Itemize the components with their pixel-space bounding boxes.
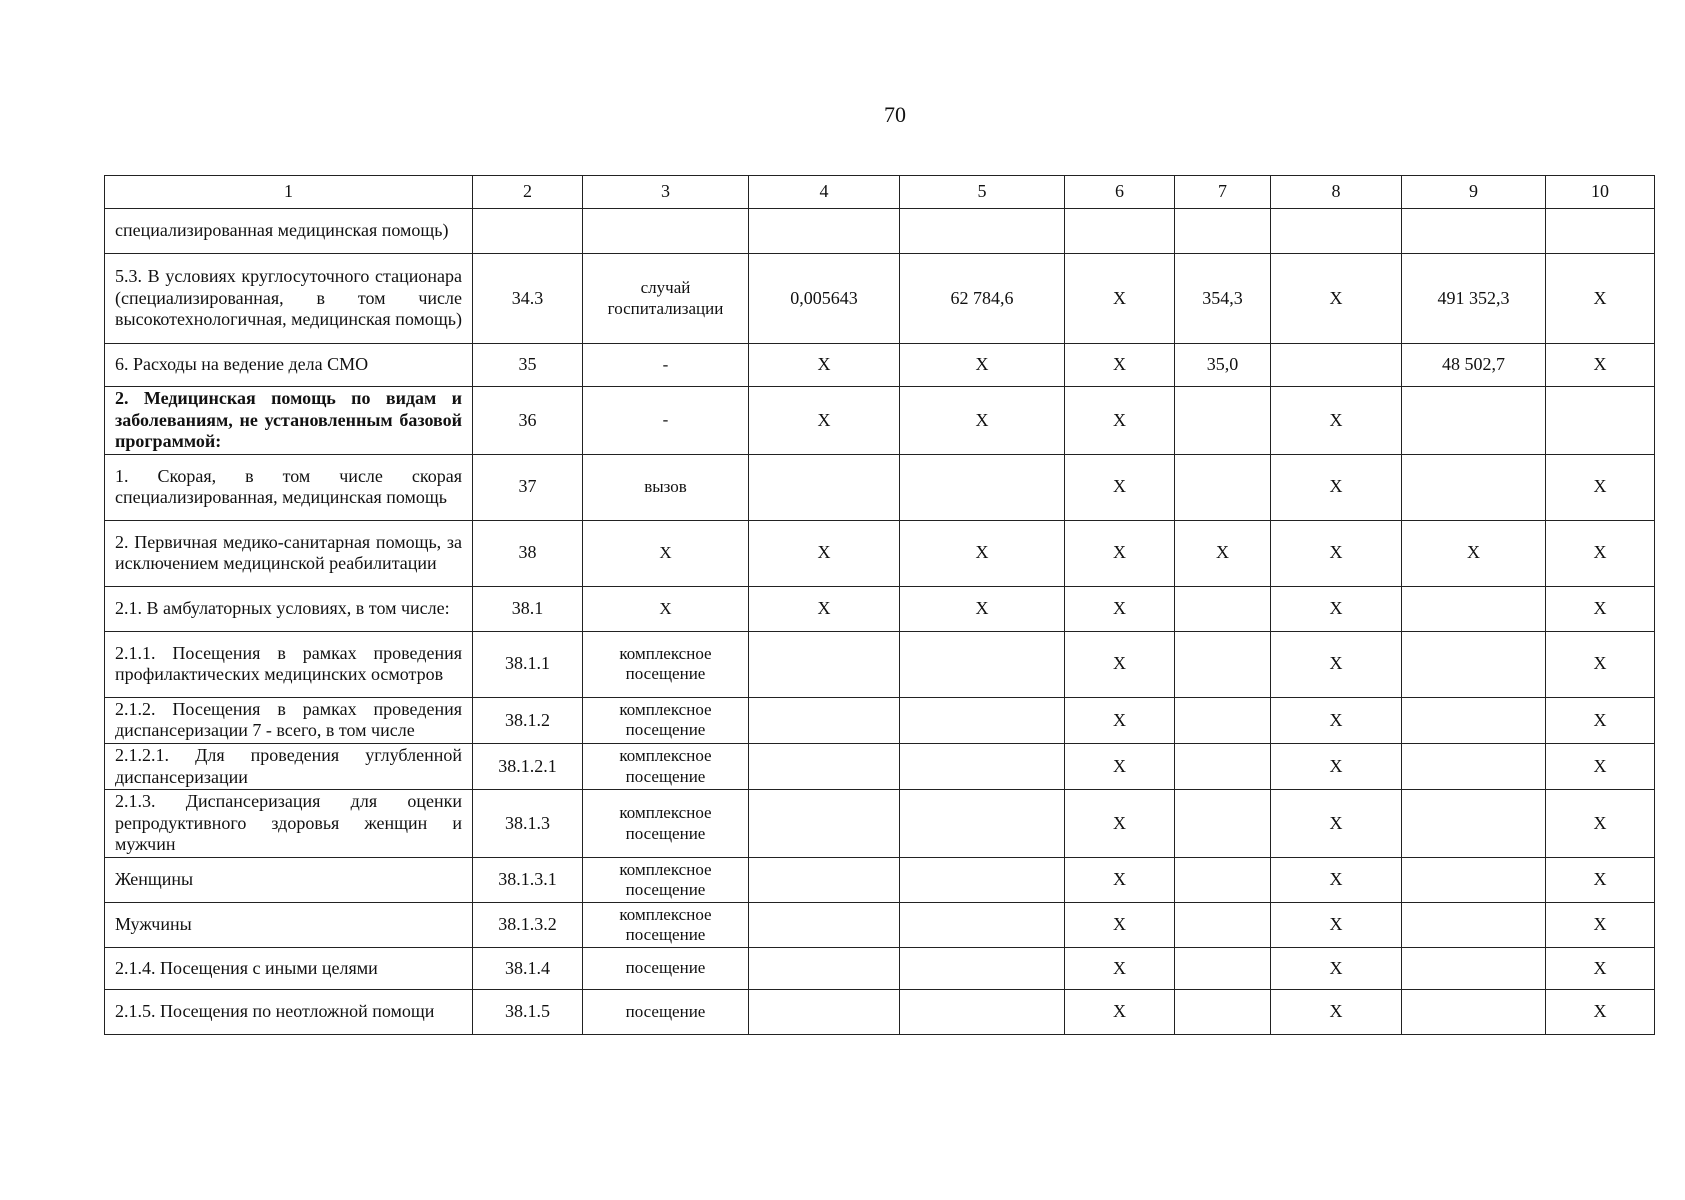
row-value-cell bbox=[1402, 743, 1546, 789]
row-value-cell bbox=[900, 857, 1065, 902]
row-unit-cell: вызов bbox=[583, 454, 749, 520]
table-row bbox=[105, 209, 1655, 254]
row-value-cell: X bbox=[1065, 387, 1175, 455]
row-code-cell: 36 bbox=[473, 387, 583, 455]
row-value-cell bbox=[900, 790, 1065, 858]
row-value-cell: X bbox=[1546, 857, 1655, 902]
row-value-cell: X bbox=[1271, 454, 1402, 520]
row-value-cell: X bbox=[749, 520, 900, 586]
table-row bbox=[105, 790, 1655, 858]
row-value-cell bbox=[1175, 387, 1271, 455]
row-value-cell bbox=[1402, 387, 1546, 455]
row-value-cell: X bbox=[1065, 902, 1175, 947]
row-unit-cell: - bbox=[583, 344, 749, 387]
row-value-cell bbox=[1271, 209, 1402, 254]
header-cell: 9 bbox=[1402, 176, 1546, 209]
row-code-cell: 38.1.3.1 bbox=[473, 857, 583, 902]
row-unit-cell: посещение bbox=[583, 989, 749, 1034]
row-value-cell bbox=[749, 857, 900, 902]
header-cell: 2 bbox=[473, 176, 583, 209]
row-code-cell: 34.3 bbox=[473, 254, 583, 344]
row-code-cell: 38.1.4 bbox=[473, 947, 583, 989]
table-row bbox=[105, 697, 1655, 743]
row-value-cell bbox=[1402, 989, 1546, 1034]
row-value-cell: X bbox=[1065, 743, 1175, 789]
row-value-cell bbox=[1402, 631, 1546, 697]
row-value-cell: X bbox=[1065, 989, 1175, 1034]
row-value-cell: X bbox=[749, 586, 900, 631]
row-value-cell bbox=[749, 790, 900, 858]
row-value-cell: X bbox=[1065, 254, 1175, 344]
table-row bbox=[105, 631, 1655, 697]
row-value-cell: X bbox=[1271, 520, 1402, 586]
table-row bbox=[105, 454, 1655, 520]
row-code-cell bbox=[473, 209, 583, 254]
header-cell: 5 bbox=[900, 176, 1065, 209]
row-value-cell bbox=[900, 743, 1065, 789]
row-value-cell bbox=[749, 631, 900, 697]
header-cell: 8 bbox=[1271, 176, 1402, 209]
row-value-cell bbox=[1175, 586, 1271, 631]
row-value-cell bbox=[1175, 209, 1271, 254]
row-value-cell bbox=[1175, 989, 1271, 1034]
header-cell: 3 bbox=[583, 176, 749, 209]
row-value-cell bbox=[1546, 209, 1655, 254]
row-value-cell bbox=[1175, 743, 1271, 789]
row-value-cell bbox=[1065, 209, 1175, 254]
row-name-cell: 2.1. В амбулаторных условиях, в том числе: bbox=[105, 586, 473, 631]
row-value-cell bbox=[1175, 947, 1271, 989]
row-value-cell bbox=[1402, 586, 1546, 631]
row-code-cell: 35 bbox=[473, 344, 583, 387]
table-row bbox=[105, 902, 1655, 947]
row-unit-cell: комплексное посещение bbox=[583, 631, 749, 697]
row-value-cell bbox=[1271, 344, 1402, 387]
row-value-cell bbox=[1175, 631, 1271, 697]
row-value-cell bbox=[900, 454, 1065, 520]
table-row bbox=[105, 520, 1655, 586]
row-value-cell: X bbox=[1546, 586, 1655, 631]
row-value-cell bbox=[1175, 857, 1271, 902]
row-value-cell: 62 784,6 bbox=[900, 254, 1065, 344]
row-value-cell: X bbox=[1065, 454, 1175, 520]
row-value-cell bbox=[900, 631, 1065, 697]
row-value-cell bbox=[749, 697, 900, 743]
row-value-cell bbox=[1402, 454, 1546, 520]
row-name-cell: специализированная медицинская помощь) bbox=[105, 209, 473, 254]
row-value-cell bbox=[1546, 387, 1655, 455]
row-value-cell bbox=[1402, 697, 1546, 743]
row-name-cell: 5.3. В условиях круглосуточного стационара (специализированная, в том числе высокотехнологичная, медицинская помощь) bbox=[105, 254, 473, 344]
row-value-cell bbox=[749, 454, 900, 520]
row-value-cell: X bbox=[1065, 586, 1175, 631]
row-unit-cell: комплексное посещение bbox=[583, 902, 749, 947]
row-value-cell bbox=[900, 989, 1065, 1034]
row-name-cell: 2. Медицинская помощь по видам и заболеваниям, не установленным базовой программой: bbox=[105, 387, 473, 455]
row-unit-cell: X bbox=[583, 520, 749, 586]
row-code-cell: 38.1.3 bbox=[473, 790, 583, 858]
row-name-cell: 2.1.5. Посещения по неотложной помощи bbox=[105, 989, 473, 1034]
header-cell: 4 bbox=[749, 176, 900, 209]
row-unit-cell: - bbox=[583, 387, 749, 455]
row-value-cell bbox=[900, 209, 1065, 254]
row-value-cell: X bbox=[1546, 697, 1655, 743]
row-name-cell: 1. Скорая, в том числе скорая специализированная, медицинская помощь bbox=[105, 454, 473, 520]
row-value-cell: X bbox=[1065, 697, 1175, 743]
header-cell: 1 bbox=[105, 176, 473, 209]
row-value-cell: X bbox=[900, 520, 1065, 586]
row-code-cell: 38.1 bbox=[473, 586, 583, 631]
row-name-cell: Женщины bbox=[105, 857, 473, 902]
row-value-cell bbox=[749, 209, 900, 254]
row-value-cell: 0,005643 bbox=[749, 254, 900, 344]
table-row bbox=[105, 743, 1655, 789]
row-name-cell: 2.1.2. Посещения в рамках проведения диспансеризации 7 - всего, в том числе bbox=[105, 697, 473, 743]
row-value-cell: X bbox=[1065, 344, 1175, 387]
row-value-cell bbox=[1402, 902, 1546, 947]
row-value-cell: X bbox=[1271, 989, 1402, 1034]
row-value-cell: X bbox=[1271, 902, 1402, 947]
row-value-cell bbox=[749, 743, 900, 789]
page-number: 70 bbox=[884, 102, 906, 127]
row-value-cell: X bbox=[1271, 947, 1402, 989]
row-value-cell: X bbox=[1175, 520, 1271, 586]
row-value-cell: X bbox=[1065, 790, 1175, 858]
row-code-cell: 38.1.1 bbox=[473, 631, 583, 697]
table-row bbox=[105, 857, 1655, 902]
table-row bbox=[105, 989, 1655, 1034]
row-value-cell: X bbox=[1546, 790, 1655, 858]
row-value-cell bbox=[1175, 697, 1271, 743]
row-value-cell bbox=[1175, 790, 1271, 858]
row-value-cell: X bbox=[1271, 254, 1402, 344]
row-value-cell: X bbox=[1546, 454, 1655, 520]
row-value-cell: 48 502,7 bbox=[1402, 344, 1546, 387]
row-value-cell: X bbox=[1271, 743, 1402, 789]
row-value-cell: X bbox=[749, 344, 900, 387]
row-name-cell: 2.1.2.1. Для проведения углубленной диспансеризации bbox=[105, 743, 473, 789]
row-value-cell: X bbox=[749, 387, 900, 455]
row-value-cell: 354,3 bbox=[1175, 254, 1271, 344]
header-cell: 7 bbox=[1175, 176, 1271, 209]
table-row bbox=[105, 254, 1655, 344]
row-unit-cell bbox=[583, 209, 749, 254]
row-value-cell: X bbox=[900, 586, 1065, 631]
row-name-cell: 2. Первичная медико-санитарная помощь, за исключением медицинской реабилитации bbox=[105, 520, 473, 586]
row-value-cell: X bbox=[1546, 947, 1655, 989]
row-unit-cell: посещение bbox=[583, 947, 749, 989]
row-name-cell: 2.1.3. Диспансеризация для оценки репродуктивного здоровья женщин и мужчин bbox=[105, 790, 473, 858]
row-unit-cell: комплексное посещение bbox=[583, 857, 749, 902]
row-value-cell bbox=[900, 902, 1065, 947]
row-value-cell bbox=[1402, 857, 1546, 902]
data-table bbox=[104, 175, 1655, 1035]
row-value-cell: X bbox=[1402, 520, 1546, 586]
row-value-cell: X bbox=[1271, 387, 1402, 455]
row-code-cell: 38.1.5 bbox=[473, 989, 583, 1034]
row-value-cell: X bbox=[1271, 586, 1402, 631]
table-row bbox=[105, 344, 1655, 387]
row-value-cell: 35,0 bbox=[1175, 344, 1271, 387]
row-value-cell: X bbox=[1065, 857, 1175, 902]
row-value-cell: X bbox=[1065, 947, 1175, 989]
row-value-cell: X bbox=[1546, 254, 1655, 344]
header-cell: 6 bbox=[1065, 176, 1175, 209]
row-unit-cell: комплексное посещение bbox=[583, 697, 749, 743]
row-value-cell bbox=[749, 902, 900, 947]
row-value-cell: X bbox=[1546, 743, 1655, 789]
row-unit-cell: комплексное посещение bbox=[583, 743, 749, 789]
row-unit-cell: случай госпитализации bbox=[583, 254, 749, 344]
row-code-cell: 38.1.3.2 bbox=[473, 902, 583, 947]
table-row bbox=[105, 387, 1655, 455]
row-value-cell bbox=[1175, 454, 1271, 520]
row-value-cell: X bbox=[1546, 989, 1655, 1034]
row-value-cell bbox=[749, 947, 900, 989]
row-value-cell bbox=[1175, 902, 1271, 947]
row-value-cell bbox=[1402, 209, 1546, 254]
row-value-cell: X bbox=[900, 344, 1065, 387]
row-code-cell: 38.1.2 bbox=[473, 697, 583, 743]
row-value-cell bbox=[1402, 790, 1546, 858]
row-value-cell: X bbox=[1546, 902, 1655, 947]
row-value-cell: X bbox=[1065, 520, 1175, 586]
row-name-cell: 6. Расходы на ведение дела СМО bbox=[105, 344, 473, 387]
row-value-cell: 491 352,3 bbox=[1402, 254, 1546, 344]
row-value-cell: X bbox=[1271, 697, 1402, 743]
row-name-cell: 2.1.1. Посещения в рамках проведения профилактических медицинских осмотров bbox=[105, 631, 473, 697]
row-value-cell: X bbox=[1546, 344, 1655, 387]
row-code-cell: 37 bbox=[473, 454, 583, 520]
row-value-cell bbox=[1402, 947, 1546, 989]
row-value-cell bbox=[900, 697, 1065, 743]
row-value-cell: X bbox=[900, 387, 1065, 455]
row-value-cell bbox=[749, 989, 900, 1034]
row-value-cell: X bbox=[1546, 520, 1655, 586]
table-row bbox=[105, 586, 1655, 631]
row-value-cell: X bbox=[1546, 631, 1655, 697]
row-value-cell bbox=[900, 947, 1065, 989]
row-code-cell: 38 bbox=[473, 520, 583, 586]
row-code-cell: 38.1.2.1 bbox=[473, 743, 583, 789]
header-row bbox=[105, 176, 1655, 209]
header-cell: 10 bbox=[1546, 176, 1655, 209]
row-name-cell: Мужчины bbox=[105, 902, 473, 947]
row-value-cell: X bbox=[1271, 857, 1402, 902]
row-name-cell: 2.1.4. Посещения с иными целями bbox=[105, 947, 473, 989]
row-value-cell: X bbox=[1065, 631, 1175, 697]
table-row bbox=[105, 947, 1655, 989]
row-value-cell: X bbox=[1271, 631, 1402, 697]
row-value-cell: X bbox=[1271, 790, 1402, 858]
row-unit-cell: комплексное посещение bbox=[583, 790, 749, 858]
row-unit-cell: X bbox=[583, 586, 749, 631]
